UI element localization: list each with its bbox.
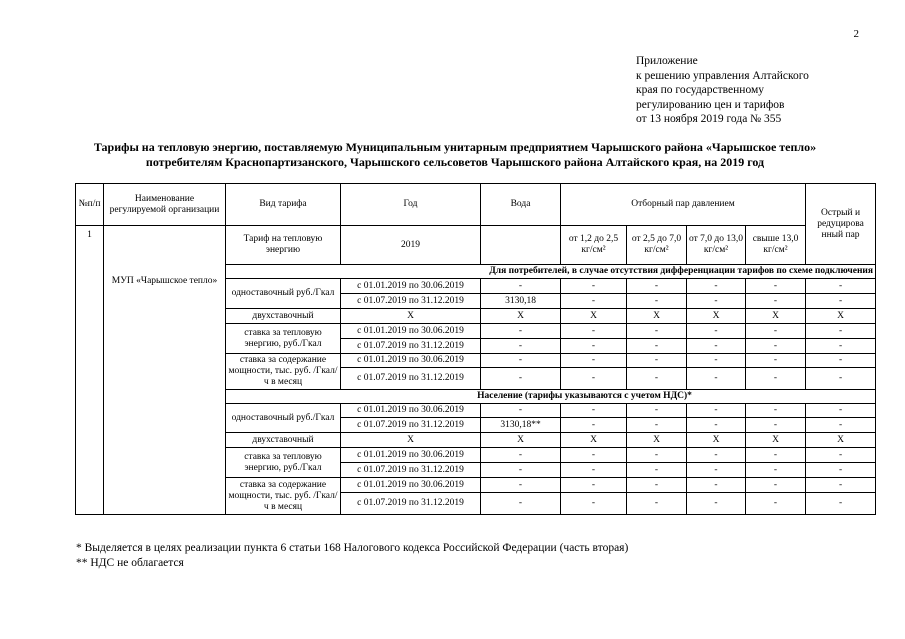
title-line: Тарифы на тепловую энергию, поставляемую Муниципальным унитарным предприятием Чарышского района «Чарышское тепло» [93,140,817,154]
value-cell: - [481,354,561,368]
pressure-3: от 7,0 до 13,0 кг/см² [687,226,746,265]
tariff-table [75,183,876,515]
appendix-line: края по государственному [636,84,764,96]
period-cell: с 01.01.2019 по 30.06.2019 [341,279,481,294]
period-cell: с 01.07.2019 по 31.12.2019 [341,368,481,390]
value-cell: - [481,463,561,478]
value-cell: - [561,448,627,463]
value-cell: - [806,463,876,478]
tariff-label-cell: одноставочный руб./Гкал [226,279,341,309]
value-cell: - [481,368,561,390]
tariff-label-cell: ставка за тепловую энергию, руб./Гкал [226,324,341,354]
value-cell: - [481,493,561,515]
value-cell: - [806,354,876,368]
value-cell: Х [627,309,687,324]
page-number: 2 [853,28,859,40]
value-cell: - [806,294,876,309]
appendix-line: от 13 ноября 2019 года № 355 [636,113,782,125]
period-cell: с 01.01.2019 по 30.06.2019 [341,354,481,368]
value-cell: - [561,418,627,433]
value-cell: - [687,368,746,390]
period-cell: с 01.01.2019 по 30.06.2019 [341,404,481,418]
subheader-row [76,226,876,265]
value-cell: Х [561,309,627,324]
pressure-4: свыше 13,0 кг/см² [746,226,806,265]
value-cell: - [806,418,876,433]
period-cell: с 01.01.2019 по 30.06.2019 [341,448,481,463]
value-cell: - [687,478,746,493]
section-title: Для потребителей, в случае отсутствия дифференциации тарифов по схеме подключения [226,265,876,279]
value-cell: - [561,404,627,418]
value-cell: - [561,493,627,515]
value-cell: - [746,448,806,463]
value-cell: Х [746,433,806,448]
value-cell: - [687,418,746,433]
tariff-label-cell: двухставочный [226,433,341,448]
value-cell: - [627,294,687,309]
value-cell: - [561,279,627,294]
value-cell: - [561,354,627,368]
value-cell: - [561,339,627,354]
value-cell: - [561,324,627,339]
value-cell: - [627,404,687,418]
value-cell: - [627,448,687,463]
value-cell: - [561,478,627,493]
value-cell: - [481,478,561,493]
value-cell: - [627,368,687,390]
value-cell: - [481,404,561,418]
value-cell: 3130,18 [481,294,561,309]
title-line: потребителям Краснопартизанского, Чарышского сельсоветов Чарышского района Алтайского края, на 2019 год [145,155,765,169]
value-cell: - [746,354,806,368]
value-cell: - [627,339,687,354]
value-cell: Х [746,309,806,324]
value-cell: - [627,463,687,478]
value-cell: Х [341,433,481,448]
header-org: Наименование регулируемой организации [104,184,226,226]
value-cell: - [806,404,876,418]
footnotes [76,541,628,571]
value-cell: - [687,324,746,339]
value-cell: - [481,279,561,294]
appendix-line: регулированию цен и тарифов [636,98,785,111]
appendix-line: Приложение [636,55,698,67]
value-cell: - [627,279,687,294]
value-cell: Х [627,433,687,448]
value-cell: - [687,448,746,463]
value-cell: - [746,324,806,339]
value-cell: Х [341,309,481,324]
value-cell: - [561,463,627,478]
value-cell: - [627,478,687,493]
period-cell: с 01.07.2019 по 31.12.2019 [341,294,481,309]
value-cell: - [746,279,806,294]
value-cell: Х [687,433,746,448]
period-cell: с 01.07.2019 по 31.12.2019 [341,339,481,354]
value-cell: Х [806,433,876,448]
value-cell: Х [687,309,746,324]
tariff-label-cell: ставка за содержание мощности, тыс. руб. /Гкал/ч в месяц [226,478,341,515]
pressure-2: от 2,5 до 7,0 кг/см² [627,226,687,265]
value-cell: Х [806,309,876,324]
period-cell: с 01.07.2019 по 31.12.2019 [341,418,481,433]
value-cell: Х [481,433,561,448]
tariff-label-cell: ставка за содержание мощности, тыс. руб. /Гкал/ч в месяц [226,354,341,390]
value-cell: - [806,279,876,294]
appendix-line: к решению управления Алтайского [636,69,809,82]
pressure-1: от 1,2 до 2,5 кг/см² [561,226,627,265]
value-cell: - [746,463,806,478]
value-cell: - [806,339,876,354]
value-cell: - [627,418,687,433]
value-cell: - [687,463,746,478]
value-cell: - [806,368,876,390]
footnote-2: ** НДС не облагается [76,557,184,569]
header-sharp-steam: Острый и редуцирова нный пар [806,184,876,265]
header-water: Вода [481,184,561,226]
value-cell: - [746,478,806,493]
value-cell: - [687,493,746,515]
period-cell: с 01.07.2019 по 31.12.2019 [341,493,481,515]
value-cell: - [746,368,806,390]
value-cell: - [561,294,627,309]
value-cell: - [746,493,806,515]
tariff-label-cell: ставка за тепловую энергию, руб./Гкал [226,448,341,478]
value-cell: - [806,478,876,493]
value-cell: - [687,294,746,309]
value-cell: - [687,404,746,418]
row-number: 1 [76,226,104,515]
value-cell: - [687,354,746,368]
appendix-block [636,54,866,127]
value-cell: 3130,18** [481,418,561,433]
period-cell: с 01.07.2019 по 31.12.2019 [341,463,481,478]
section-title: Население (тарифы указываются с учетом НДС)* [226,390,876,404]
value-cell: - [627,324,687,339]
value-cell: - [561,368,627,390]
value-cell: - [687,279,746,294]
value-cell: - [481,339,561,354]
value-cell: Х [481,309,561,324]
value-cell: - [746,294,806,309]
subheader-water-empty [481,226,561,265]
value-cell: - [687,339,746,354]
document-title [40,140,870,170]
tariff-label: Тариф на тепловую энергию [226,226,341,265]
value-cell: - [806,493,876,515]
subheader-year: 2019 [341,226,481,265]
header-year: Год [341,184,481,226]
tariff-label-cell: одноставочный руб./Гкал [226,404,341,433]
period-cell: с 01.01.2019 по 30.06.2019 [341,324,481,339]
value-cell: Х [561,433,627,448]
value-cell: - [627,354,687,368]
value-cell: - [806,324,876,339]
header-num: №п/п [76,184,104,226]
value-cell: - [481,448,561,463]
footnote-1: * Выделяется в целях реализации пункта 6 статьи 168 Налогового кодекса Российской Федерации (часть вторая) [76,542,629,554]
header-tariff-type: Вид тарифа [226,184,341,226]
value-cell: - [627,493,687,515]
tariff-label-cell: двухставочный [226,309,341,324]
value-cell: - [746,418,806,433]
period-cell: с 01.01.2019 по 30.06.2019 [341,478,481,493]
value-cell: - [746,404,806,418]
value-cell: - [481,324,561,339]
org-name: МУП «Чарышское тепло» [104,226,226,515]
header-steam: Отборный пар давлением [561,184,806,226]
header-row [76,184,876,226]
value-cell: - [746,339,806,354]
value-cell: - [806,448,876,463]
